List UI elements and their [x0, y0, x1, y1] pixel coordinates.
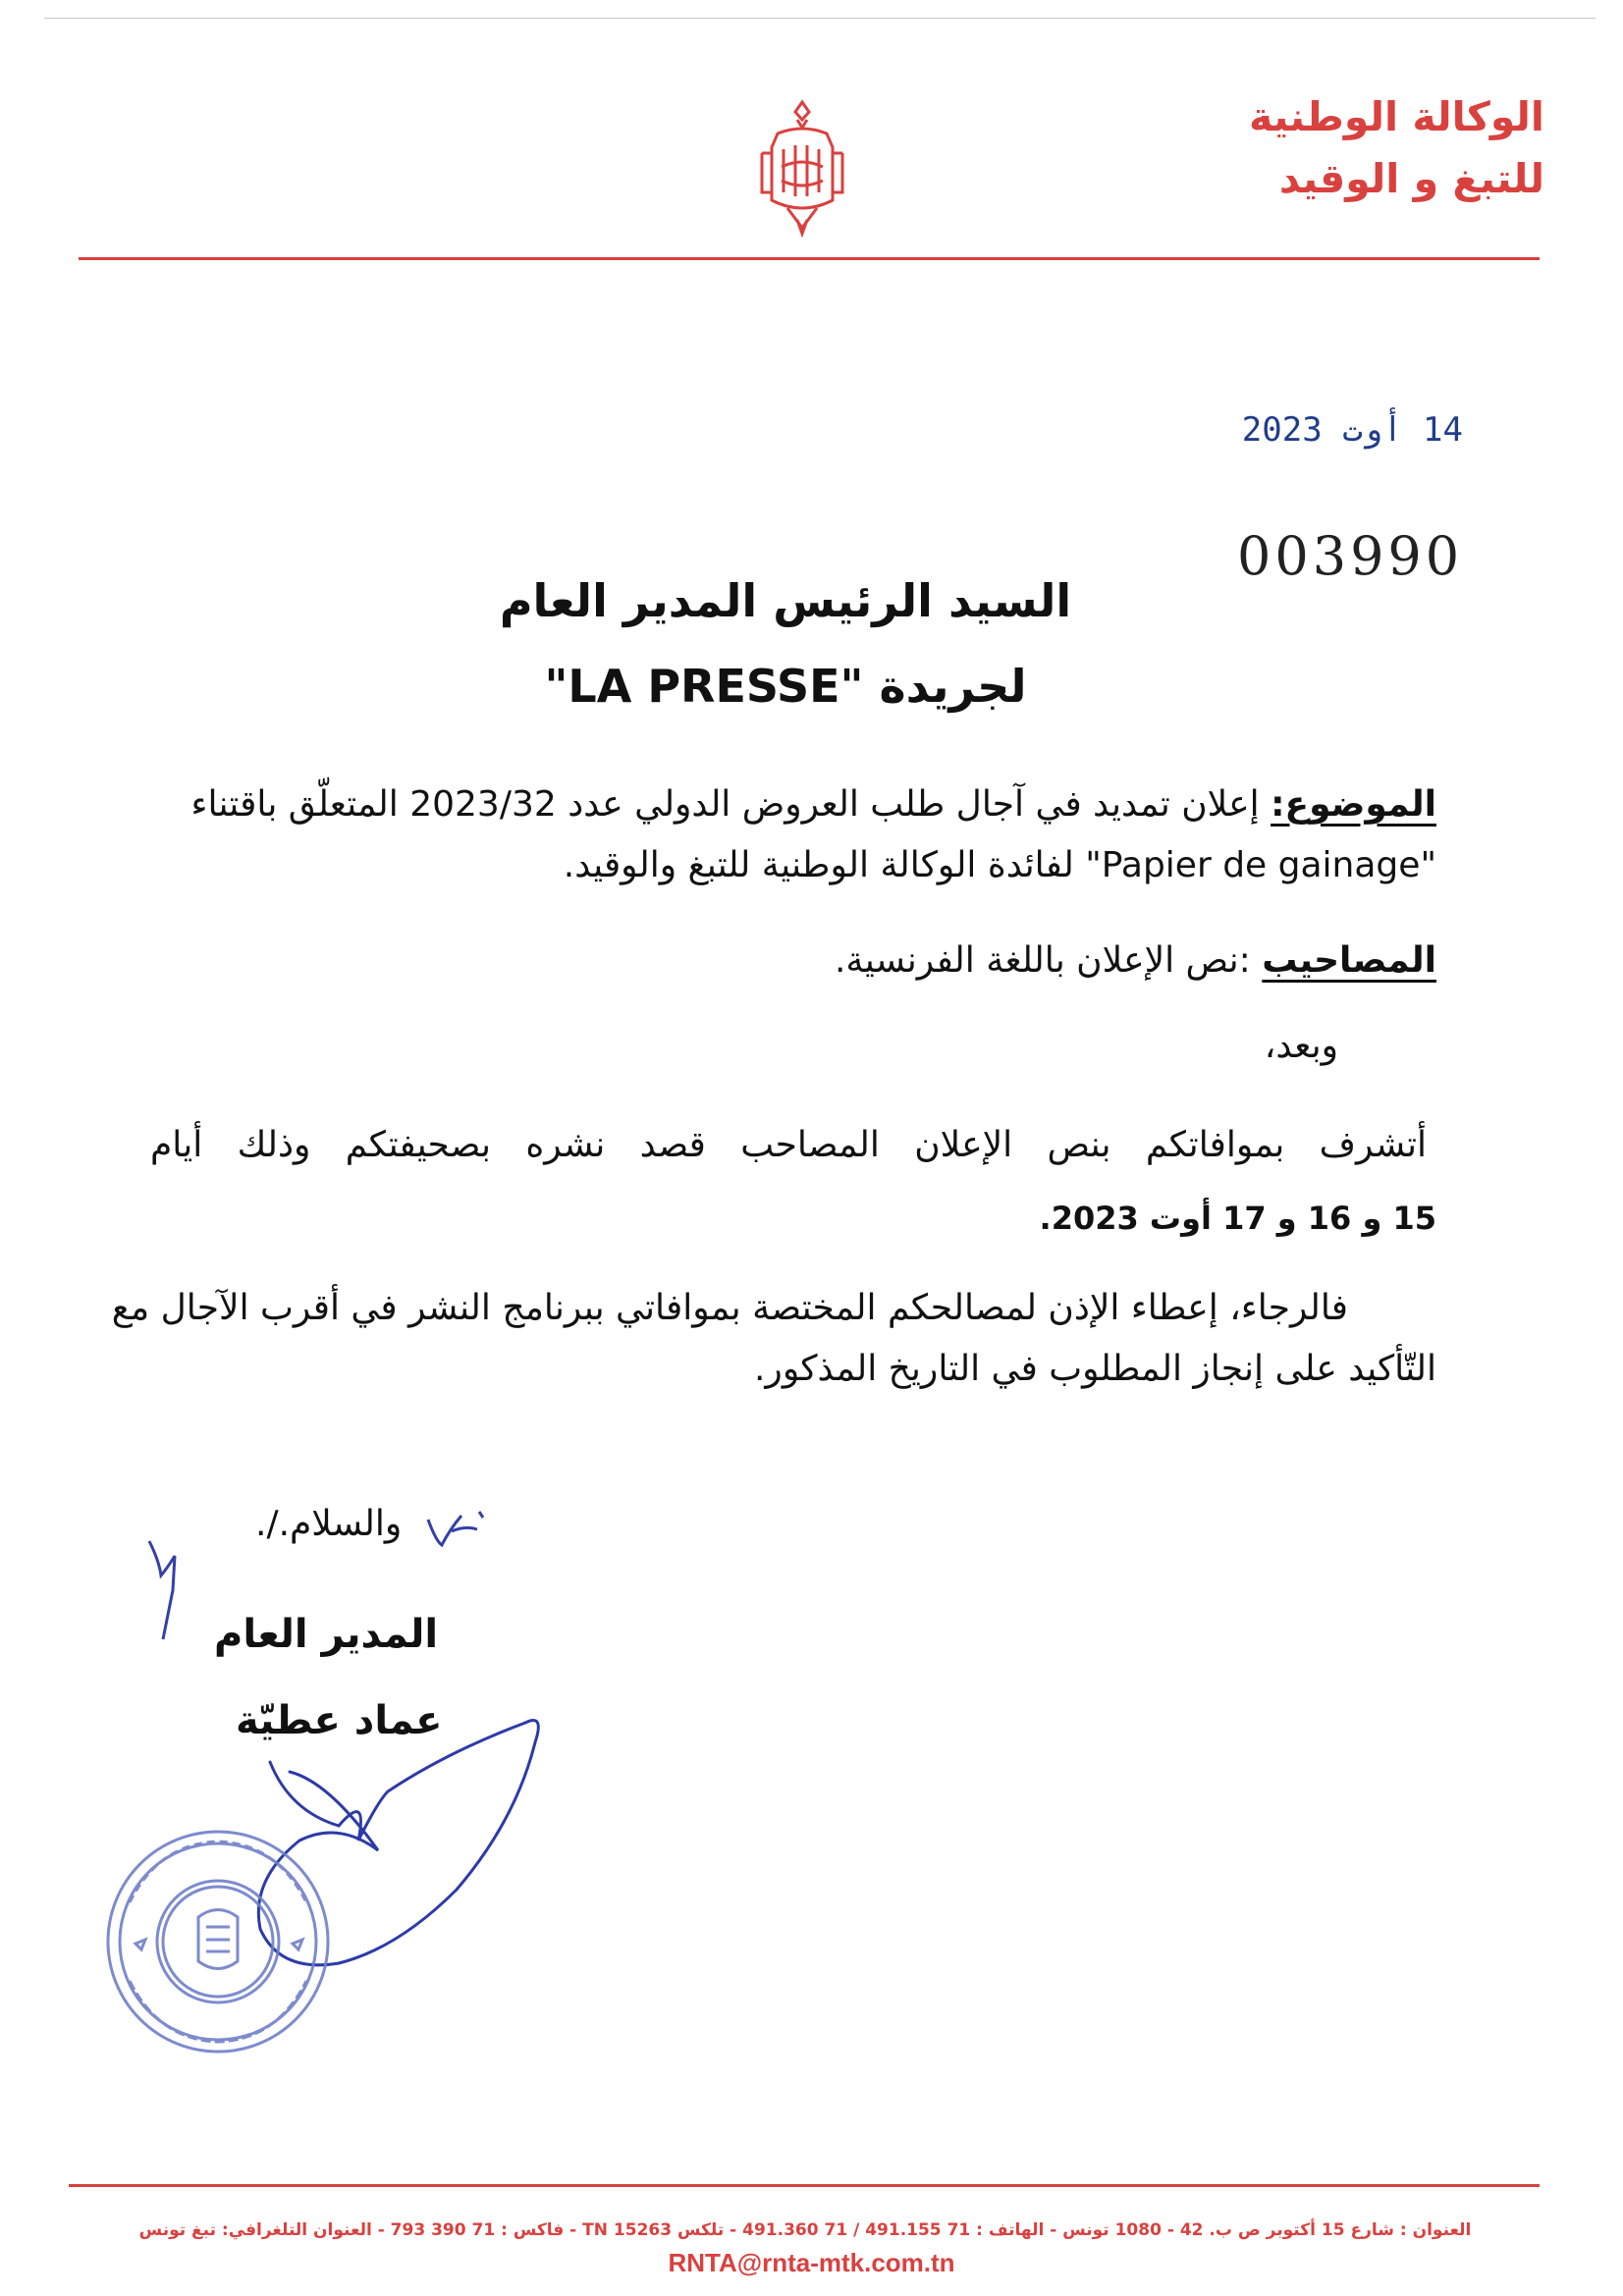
closing-salutation: والسلام./.: [255, 1504, 403, 1544]
attachments-label: المصاحيب: [1262, 940, 1436, 981]
handwritten-initial-mark: [137, 1522, 255, 1649]
recipient-newspaper: لجريدة "LA PRESSE": [544, 660, 1027, 713]
body-paragraph-2: فالرجاء، إعطاء الإذن لمصالحكم المختصة بموافاتي ببرنامج النشر في أقرب الآجال مع التّأكيد على إنجاز المطلوب في التاريخ المذكور.: [111, 1288, 1436, 1389]
official-stamp-icon: [100, 1824, 336, 2059]
footer-address: العنوان : شارع 15 أكتوبر ص ب. 42 - 1080 تونس - الهاتف : 71 491.155 / 71 491.360 - تلكس 15263 TN - فاكس : 71 390 793 - العنوان التلغرافي: تبغ تونس: [138, 2220, 1472, 2240]
recipient-title: السيد الرئيس المدير العام: [499, 574, 1072, 627]
agency-name-line1: الوكالة الوطنية: [1248, 93, 1544, 140]
subject-text: إعلان تمديد في آجال طلب العروض الدولي عدد 2023/32 المتعلّق باقتناء "Papier de gainage" لفائدة الوكالة الوطنية للتبغ والوقيد.: [190, 784, 1436, 885]
signatory-title: المدير العام: [214, 1612, 439, 1657]
attachments-text: :نص الإعلان باللغة الفرنسية.: [834, 940, 1263, 981]
greeting: وبعد،: [1264, 1026, 1338, 1066]
footer-email: RNTA@rnta-mtk.com.tn: [668, 2248, 955, 2277]
footer-divider: [69, 2184, 1540, 2187]
body-paragraph-1-dates: 15 و 16 و 17 أوت 2023.: [1039, 1200, 1436, 1237]
subject-label: الموضوع:: [1271, 784, 1436, 825]
subject-paragraph: [81, 774, 1436, 896]
signatory-name: عماد عطيّة: [236, 1698, 443, 1743]
body-paragraph-1: أتشرف بموافاتكم بنص الإعلان المصاحب قصد نشره بصحيفتكم وذلك أيام: [150, 1125, 1427, 1165]
letter-date: 14 أوت 2023: [1241, 410, 1463, 450]
reference-number: 003990: [1237, 525, 1464, 587]
handwritten-initials: [422, 1502, 491, 1561]
agency-name-line2: للتبغ و الوقيد: [1278, 155, 1544, 202]
agency-logo-icon: [748, 98, 856, 236]
attachments-paragraph: [81, 931, 1436, 991]
top-scan-edge: [44, 18, 1596, 19]
header-divider: [79, 257, 1540, 260]
